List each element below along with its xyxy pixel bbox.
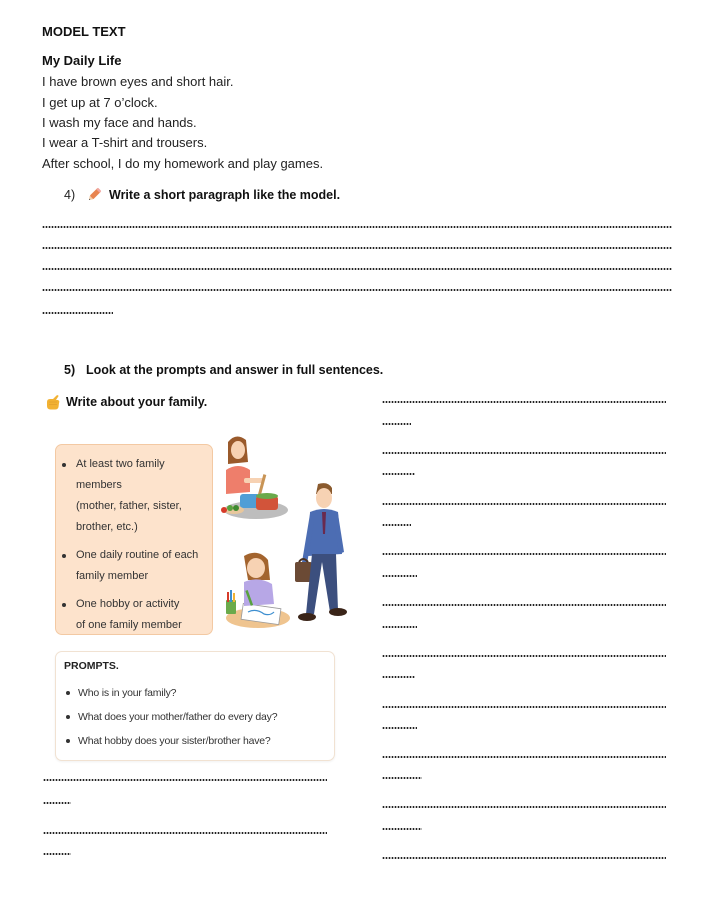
prompts-title: PROMPTS. bbox=[64, 660, 119, 672]
model-line: I get up at 7 o’clock. bbox=[42, 95, 158, 110]
writing-line[interactable] bbox=[382, 706, 666, 708]
writing-line[interactable] bbox=[42, 226, 672, 228]
writing-line[interactable] bbox=[382, 727, 417, 729]
writing-line[interactable] bbox=[382, 676, 415, 678]
writing-line[interactable] bbox=[42, 312, 113, 314]
prompts-box bbox=[55, 651, 335, 761]
requirement-item-cont: (mother, father, sister, bbox=[76, 500, 182, 512]
writing-line[interactable] bbox=[382, 604, 666, 606]
writing-line[interactable] bbox=[382, 806, 666, 808]
model-line: I have brown eyes and short hair. bbox=[42, 74, 234, 89]
writing-line[interactable] bbox=[43, 779, 327, 781]
prompt-item: What hobby does your sister/brother have? bbox=[60, 729, 277, 753]
model-line: I wear a T-shirt and trousers. bbox=[42, 135, 208, 150]
writing-line[interactable] bbox=[42, 247, 672, 249]
requirement-item-cont: family member bbox=[76, 570, 149, 582]
writing-line[interactable] bbox=[42, 268, 672, 270]
writing-line[interactable] bbox=[382, 626, 417, 628]
requirement-item: One hobby or activity bbox=[56, 594, 212, 615]
writing-line[interactable] bbox=[382, 423, 411, 425]
requirement-item: One daily routine of each bbox=[56, 545, 212, 566]
requirement-item-cont: of one family member bbox=[76, 619, 182, 631]
prompt-item: What does your mother/father do every day? bbox=[60, 705, 277, 729]
writing-line[interactable] bbox=[42, 289, 672, 291]
writing-line[interactable] bbox=[382, 452, 666, 454]
task4-number: 4) bbox=[64, 188, 76, 202]
writing-line[interactable] bbox=[382, 756, 666, 758]
requirements-card bbox=[55, 444, 213, 635]
writing-line[interactable] bbox=[382, 503, 666, 505]
model-title: My Daily Life bbox=[42, 53, 122, 68]
pointing-hand-icon bbox=[44, 393, 62, 411]
writing-line[interactable] bbox=[382, 524, 411, 526]
task5-sub-instruction: Write about your family. bbox=[66, 395, 208, 409]
writing-line[interactable] bbox=[382, 473, 415, 475]
task4-instruction: Write a short paragraph like the model. bbox=[109, 188, 341, 202]
model-line: After school, I do my homework and play games. bbox=[42, 156, 324, 171]
prompt-item: Who is in your family? bbox=[60, 681, 277, 705]
requirement-item: At least two family members bbox=[56, 454, 212, 496]
writing-line[interactable] bbox=[43, 853, 71, 855]
requirement-item-cont: brother, etc.) bbox=[76, 521, 138, 533]
writing-line[interactable] bbox=[382, 553, 666, 555]
girl-drawing-illustration bbox=[218, 550, 290, 630]
writing-line[interactable] bbox=[382, 828, 422, 830]
father-walking-illustration bbox=[292, 482, 352, 626]
model-section-title: MODEL TEXT bbox=[42, 24, 126, 39]
model-line: I wash my face and hands. bbox=[42, 115, 197, 130]
writing-line[interactable] bbox=[382, 401, 666, 403]
writing-line[interactable] bbox=[382, 777, 422, 779]
writing-line[interactable] bbox=[382, 857, 666, 859]
task5-instruction: Look at the prompts and answer in full sentences. bbox=[86, 363, 384, 377]
pencil-icon bbox=[86, 186, 104, 202]
writing-line[interactable] bbox=[43, 832, 327, 834]
task5-number: 5) bbox=[64, 363, 76, 377]
writing-line[interactable] bbox=[43, 802, 71, 804]
mother-cooking-illustration bbox=[216, 432, 288, 522]
writing-line[interactable] bbox=[382, 655, 666, 657]
writing-line[interactable] bbox=[382, 575, 417, 577]
